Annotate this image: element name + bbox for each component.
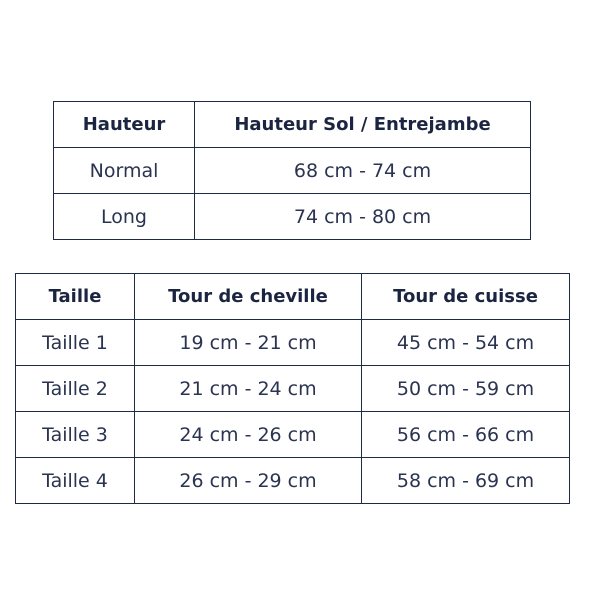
table-cell: 45 cm - 54 cm — [362, 320, 570, 366]
table-row — [16, 458, 570, 504]
table-cell: 21 cm - 24 cm — [135, 366, 362, 412]
table-cell: 74 cm - 80 cm — [195, 194, 531, 240]
table-row — [54, 194, 531, 240]
table-cell: 19 cm - 21 cm — [135, 320, 362, 366]
table-cell: 50 cm - 59 cm — [362, 366, 570, 412]
column-header-tour-de-cheville: Tour de cheville — [135, 274, 362, 320]
column-header-hauteur: Hauteur — [54, 102, 195, 148]
table-header-row — [54, 102, 531, 148]
table-cell: Long — [54, 194, 195, 240]
size-table — [15, 273, 570, 504]
height-table — [53, 101, 531, 240]
table-row — [54, 148, 531, 194]
table-cell: Taille 2 — [16, 366, 135, 412]
table-row — [16, 412, 570, 458]
table-cell: 68 cm - 74 cm — [195, 148, 531, 194]
table-cell: Taille 3 — [16, 412, 135, 458]
table-cell: 58 cm - 69 cm — [362, 458, 570, 504]
table-row — [16, 366, 570, 412]
column-header-hauteur-sol: Hauteur Sol / Entrejambe — [195, 102, 531, 148]
table-cell: 26 cm - 29 cm — [135, 458, 362, 504]
column-header-tour-de-cuisse: Tour de cuisse — [362, 274, 570, 320]
table-cell: Taille 1 — [16, 320, 135, 366]
table-cell: Normal — [54, 148, 195, 194]
table-cell: Taille 4 — [16, 458, 135, 504]
table-row — [16, 320, 570, 366]
table-cell: 24 cm - 26 cm — [135, 412, 362, 458]
table-header-row — [16, 274, 570, 320]
table-cell: 56 cm - 66 cm — [362, 412, 570, 458]
column-header-taille: Taille — [16, 274, 135, 320]
